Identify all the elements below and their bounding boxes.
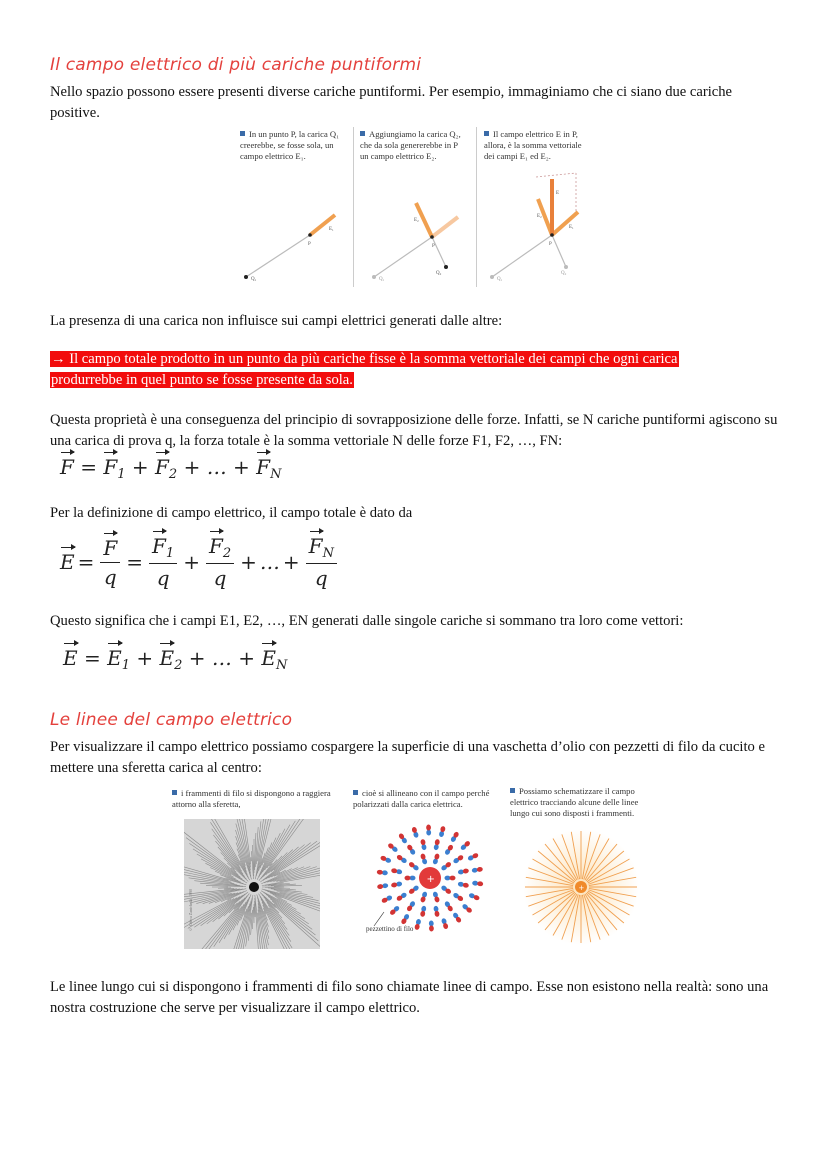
figure2-caption-1: i frammenti di filo si dispongono a raggiera attorno alla sferetta,	[172, 788, 331, 809]
equation-force-sum: $F = F_1 + F_2$ + … + $F_N$	[60, 455, 282, 482]
charges-diagram	[236, 127, 598, 289]
highlighted-statement	[50, 349, 785, 391]
thread-fragment	[214, 909, 240, 947]
label-q1: Q₁	[497, 277, 503, 282]
highlight-line-1: → Il campo totale prodotto in un punto da più cariche fisse è la somma vettoriale dei campi che ogni carica	[51, 351, 678, 367]
dipole	[457, 881, 469, 888]
section-title-multiple-charges: Il campo elettrico di più cariche puntiformi	[50, 55, 422, 75]
figure-caption-2: Aggiungiamo la carica Q₂, che da sola genererebbe in P un campo elettrico E₂.	[360, 129, 461, 161]
charge-q2	[564, 265, 568, 269]
closing-paragraph: Le linee lungo cui si dispongono i frammenti di filo sono chiamate linee di campo. Esse non esistono nella realtà: sono una nostra costruzione che serve per visualizzare il campo elettrico.	[50, 979, 769, 1016]
figure2-caption-3: Possiamo schematizzare il campo elettrico tracciando alcune delle linee lungo cui sono disposti i frammenti.	[510, 786, 639, 818]
dipole	[400, 913, 410, 925]
dipole	[440, 861, 452, 871]
thread-fragment	[196, 893, 232, 903]
dipole	[389, 905, 400, 916]
dipole	[441, 918, 449, 930]
label-p: P	[549, 242, 552, 247]
dipole	[450, 831, 460, 843]
dipole	[468, 892, 480, 901]
label-p: P	[432, 244, 435, 249]
thread-fragment	[269, 819, 307, 866]
dipole	[433, 906, 440, 918]
superposition-paragraph: Questa proprietà è una conseguenza del principio di sovrapposizione delle forze. Infatti, se N cariche puntiformi agiscono su una carica di prova q, la forza totale è la somma vettoriale N delle forze F1, F2, …, FN:	[50, 412, 778, 449]
figure-caption-1: In un punto P, la carica Q₁ creerebbe, se fosse sola, un campo elettrico E₁.	[240, 129, 340, 161]
dipole	[432, 891, 440, 903]
vectors-sum-paragraph: Questo significa che i campi E1, E2, …, EN generati dalle singole cariche si sommano tra loro come vettori:	[50, 613, 684, 629]
dipole	[405, 876, 416, 881]
dipole	[398, 832, 408, 844]
label-q2: Q₂	[561, 271, 567, 276]
dipole	[408, 885, 420, 895]
dipole	[391, 881, 403, 888]
thread-fragment	[212, 829, 241, 869]
parallelogram-guide	[536, 173, 576, 177]
dipole	[440, 885, 452, 895]
intro-paragraph: Nello spazio possono essere presenti diverse cariche puntiformi. Per esempio, immaginiamo che ci siano due cariche positive.	[50, 84, 733, 121]
dipole	[426, 824, 431, 835]
dipole	[452, 854, 464, 864]
dipole	[381, 895, 393, 904]
thread-fragment	[189, 843, 242, 879]
dipole	[438, 826, 445, 838]
dipole	[444, 844, 454, 856]
caption-bullet-icon	[172, 790, 177, 795]
thread-fragment	[279, 892, 318, 900]
figure-caption-3: Il campo elettrico E in P, allora, è la somma vettoriale dei campi E₁ ed E₂.	[484, 129, 582, 161]
dipole	[377, 883, 389, 890]
dipole	[411, 826, 419, 838]
field-line	[432, 237, 446, 267]
dipole	[391, 868, 403, 875]
point-p	[550, 233, 554, 237]
dipole	[467, 852, 479, 861]
charge-q2	[444, 265, 448, 269]
caption-bullet-icon	[353, 790, 358, 795]
dipole	[452, 912, 462, 924]
label-pezzettino-di-filo: pezzettino di filo	[366, 925, 414, 933]
charge-q1	[372, 275, 376, 279]
label-q1: Q₁	[251, 277, 257, 282]
dipole	[406, 844, 416, 856]
dipole	[380, 855, 392, 864]
dipole	[445, 876, 456, 881]
label-q1: Q₁	[379, 277, 385, 282]
label-e1: E₁	[329, 227, 334, 232]
point-p	[308, 233, 312, 237]
photo-credit: © Ottica Zanichelli, 1990	[188, 889, 193, 932]
dipole	[444, 900, 454, 912]
vector-e1	[310, 215, 335, 235]
vector-e1	[432, 217, 458, 237]
dipole	[396, 854, 408, 864]
field-lines-intro: Per visualizzare il campo elettrico possiamo cospargere la superficie di una vaschetta d’olio con pezzetti di filo da cucito e mettere una sferetta carica al centro:	[50, 739, 765, 776]
dipole	[420, 891, 428, 903]
definition-paragraph: Per la definizione di campo elettrico, il campo totale è dato da	[50, 505, 413, 521]
vector-e1	[552, 212, 578, 235]
thread-fragment	[189, 878, 238, 885]
dipole	[458, 868, 470, 875]
label-q2: Q₂	[436, 271, 442, 276]
field-line	[246, 235, 310, 277]
label-e2: E₂	[537, 214, 542, 219]
label-p: P	[308, 242, 311, 247]
dipole	[396, 892, 408, 902]
dipole	[432, 853, 440, 865]
point-p	[430, 235, 434, 239]
dipole	[420, 839, 427, 851]
plus-sign: +	[578, 884, 585, 892]
field-line	[374, 237, 432, 277]
label-e: E	[556, 191, 560, 196]
equation-field-sum: $E = E_1 + E_2$ + … + $E_N$	[63, 646, 288, 673]
label-e1: E₁	[569, 225, 574, 230]
field-line	[552, 235, 566, 267]
figure2-caption-2: cioè si allineano con il campo perché polarizzati dalla carica elettrica.	[353, 788, 490, 809]
section-title-field-lines: Le linee del campo elettrico	[50, 710, 293, 730]
label-e2: E₂	[414, 218, 419, 223]
thread-fragment	[260, 892, 320, 947]
figure-charges-superposition	[236, 127, 598, 289]
dipole	[377, 870, 388, 876]
dipole	[452, 892, 464, 902]
plus-sign: +	[426, 874, 435, 885]
dipole	[420, 905, 427, 917]
dipole	[433, 839, 440, 851]
dipole	[406, 900, 416, 912]
field-line	[492, 235, 552, 277]
schematic-field-lines	[518, 826, 648, 946]
highlight-line-2: produrrebbe in quel punto se fosse presente da sola.	[51, 372, 353, 388]
thread-fragment	[274, 890, 308, 895]
dipole	[420, 853, 428, 865]
thread-fragment	[263, 841, 317, 880]
dipole	[408, 861, 420, 871]
dipole	[461, 903, 473, 914]
thread-fragment	[265, 821, 296, 870]
non-influence-paragraph: La presenza di una carica non influisce sui campi elettrici generati dalle altre:	[50, 313, 503, 329]
dipole	[460, 840, 471, 851]
dipole	[429, 920, 434, 931]
charge-q1	[244, 275, 248, 279]
thread-photo	[184, 819, 320, 949]
label-pointer	[374, 912, 384, 926]
thread-fragment	[274, 845, 305, 871]
caption-bullet-icon	[510, 788, 515, 793]
dipole	[472, 880, 483, 886]
figure-field-lines	[170, 786, 670, 951]
dipole	[387, 842, 399, 853]
charged-sphere	[249, 882, 259, 892]
thread-photo-lines	[184, 819, 320, 949]
charge-q1	[490, 275, 494, 279]
equation-field-definition: E = $\frac{F}{q}$ = $\frac{F_1}{q}$ + $\frac{F_2}{q}$ + … + $\frac{F_N}{q}$	[60, 534, 340, 590]
dipole	[471, 867, 483, 874]
